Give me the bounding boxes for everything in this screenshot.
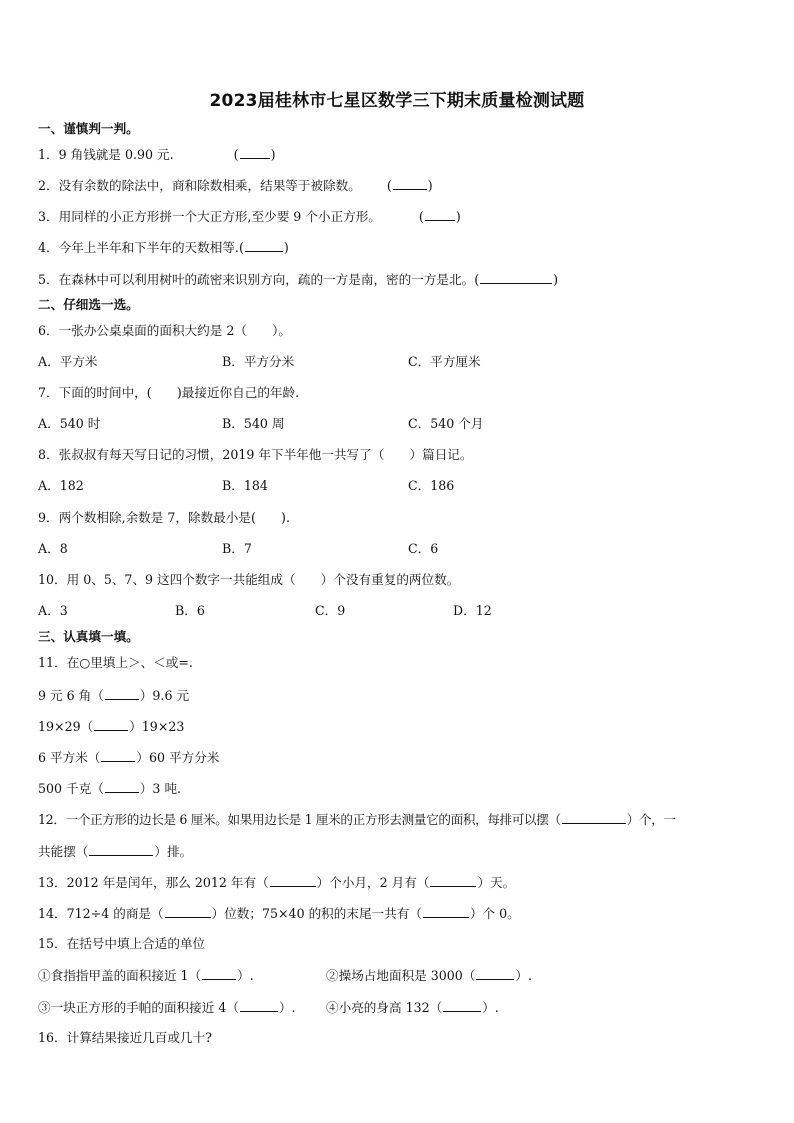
answer-blank[interactable] (443, 999, 481, 1012)
answer-blank[interactable] (480, 271, 552, 284)
question-16: 16．计算结果接近几百或几十? (38, 1030, 212, 1045)
question-8: 8．张叔叔有每天写日记的习惯，2019 年下半年他一共写了（ ）篇日记。 (38, 447, 473, 462)
section-2-heading: 二、仔细选一选。 (38, 297, 139, 312)
question-12 (38, 811, 676, 828)
section-1-heading: 一、谨慎判一判。 (38, 121, 139, 136)
question-15: 15．在括号中填上合适的单位 (38, 936, 206, 951)
item-text: ④小亮的身高 132（ (326, 1000, 443, 1015)
answer-blank[interactable] (240, 146, 270, 159)
question-13 (38, 874, 515, 891)
answer-blank[interactable] (240, 999, 278, 1012)
question-3-text: 3．用同样的小正方形拼一个大正方形,至少要 9 个小正方形。 (38, 209, 381, 224)
option-a[interactable]: A．182 (38, 478, 84, 493)
answer-blank[interactable] (393, 177, 427, 190)
question-14 (38, 905, 520, 922)
question-13-text: ）个小月，2 月有（ (316, 875, 430, 890)
answer-blank[interactable] (165, 905, 211, 918)
option-b[interactable]: B．7 (222, 541, 252, 556)
compare-right: ）60 平方分米 (136, 750, 220, 765)
question-13-text: ）天。 (477, 875, 516, 890)
question-2: 2．没有余数的除法中，商和除数相乘，结果等于被除数。 ( ) (38, 178, 433, 193)
section-3-heading: 三、认真填一填。 (38, 629, 139, 644)
item-text: ）. (278, 1000, 296, 1015)
option-d[interactable]: D．12 (453, 603, 492, 618)
answer-blank[interactable] (476, 967, 514, 980)
question-12-text: 共能摆（ (38, 844, 89, 859)
option-a[interactable]: A．3 (38, 603, 68, 618)
option-b[interactable]: B．平方分米 (222, 354, 295, 369)
question-6: 6．一张办公桌桌面的面积大约是 2（ ）。 (38, 323, 292, 338)
compare-left: 9 元 6 角（ (38, 688, 104, 703)
question-3: 3．用同样的小正方形拼一个大正方形,至少要 9 个小正方形。 ( ) (38, 209, 461, 224)
item-text: ）. (237, 968, 254, 983)
item-text: ）. (515, 968, 533, 983)
question-11-row-3 (38, 749, 219, 766)
answer-blank[interactable] (105, 780, 139, 793)
compare-left: 19×29（ (38, 719, 94, 734)
question-14-text: 14．712÷4 的商是（ (38, 906, 164, 921)
option-a[interactable]: A．平方米 (38, 354, 98, 369)
item-text: ）. (482, 1000, 499, 1015)
answer-blank[interactable] (105, 687, 139, 700)
question-12-text: ）个，一 (626, 812, 676, 827)
option-c[interactable]: C．平方厘米 (408, 354, 481, 369)
question-15-item-4 (326, 999, 499, 1016)
answer-blank[interactable] (202, 967, 236, 980)
question-14-text: ）位数；75×40 的积的末尾一共有（ (211, 906, 422, 921)
answer-blank[interactable] (101, 749, 135, 762)
option-b[interactable]: B．6 (175, 603, 205, 618)
option-c[interactable]: C．540 个月 (408, 416, 484, 431)
question-9: 9．两个数相除,余数是 7，除数最小是( ). (38, 510, 290, 525)
question-12-text: 12．一个正方形的边长是 6 厘米。如果用边长是 1 厘米的正方形去测量它的面积，每排可以摆（ (38, 812, 561, 827)
question-11-row-2 (38, 718, 184, 735)
question-5: 5．在森林中可以利用树叶的疏密来识别方向，疏的一方是南，密的一方是北。( ) (38, 272, 559, 287)
question-14-text: ）个 0。 (469, 906, 520, 921)
item-text: ②操场占地面积是 3000（ (326, 968, 476, 983)
option-b[interactable]: B．184 (222, 478, 268, 493)
question-15-item-1 (38, 967, 254, 984)
question-15-item-3 (38, 999, 296, 1016)
answer-blank[interactable] (89, 843, 153, 856)
page-title: 2023届桂林市七星区数学三下期末质量检测试题 (209, 91, 585, 111)
compare-left: 6 平方米（ (38, 750, 101, 765)
question-11-row-4 (38, 780, 181, 797)
answer-blank[interactable] (270, 874, 316, 887)
option-c[interactable]: C．6 (408, 541, 439, 556)
question-1: 1．9 角钱就是 0.90 元. ( ) (38, 147, 276, 162)
answer-blank[interactable] (562, 811, 626, 824)
question-11: 11．在○里填上＞、＜或=. (38, 655, 193, 670)
question-7: 7．下面的时间中，( )最接近你自己的年龄. (38, 385, 300, 400)
option-c[interactable]: C．186 (408, 478, 455, 493)
compare-right: ）19×23 (129, 719, 185, 734)
answer-blank[interactable] (94, 718, 128, 731)
item-text: ①食指指甲盖的面积接近 1（ (38, 968, 202, 983)
answer-blank[interactable] (423, 905, 469, 918)
question-2-text: 2．没有余数的除法中，商和除数相乘，结果等于被除数。 (38, 178, 361, 193)
question-12-text: ）排。 (154, 844, 193, 859)
question-13-text: 13．2012 年是闰年，那么 2012 年有（ (38, 875, 269, 890)
question-10: 10．用 0、5、7、9 这四个数字一共能组成（ ）个没有重复的两位数。 (38, 572, 460, 587)
question-4: 4．今年上半年和下半年的天数相等.( ) (38, 240, 289, 255)
question-4-text: 4．今年上半年和下半年的天数相等. (38, 240, 239, 255)
compare-left: 500 千克（ (38, 781, 104, 796)
question-15-item-2 (326, 967, 532, 984)
question-11-row-1 (38, 687, 189, 704)
answer-blank[interactable] (430, 874, 476, 887)
answer-blank[interactable] (245, 239, 283, 252)
option-a[interactable]: A．540 时 (38, 416, 101, 431)
compare-right: ）9.6 元 (139, 688, 190, 703)
item-text: ③一块正方形的手帕的面积接近 4（ (38, 1000, 239, 1015)
answer-blank[interactable] (425, 208, 455, 221)
question-12-cont (38, 843, 192, 860)
option-c[interactable]: C．9 (315, 603, 346, 618)
option-a[interactable]: A．8 (38, 541, 68, 556)
option-b[interactable]: B．540 周 (222, 416, 285, 431)
question-5-text: 5．在森林中可以利用树叶的疏密来识别方向，疏的一方是南，密的一方是北。 (38, 272, 475, 287)
question-1-text: 1．9 角钱就是 0.90 元. (38, 147, 174, 162)
compare-right: ）3 吨. (139, 781, 182, 796)
